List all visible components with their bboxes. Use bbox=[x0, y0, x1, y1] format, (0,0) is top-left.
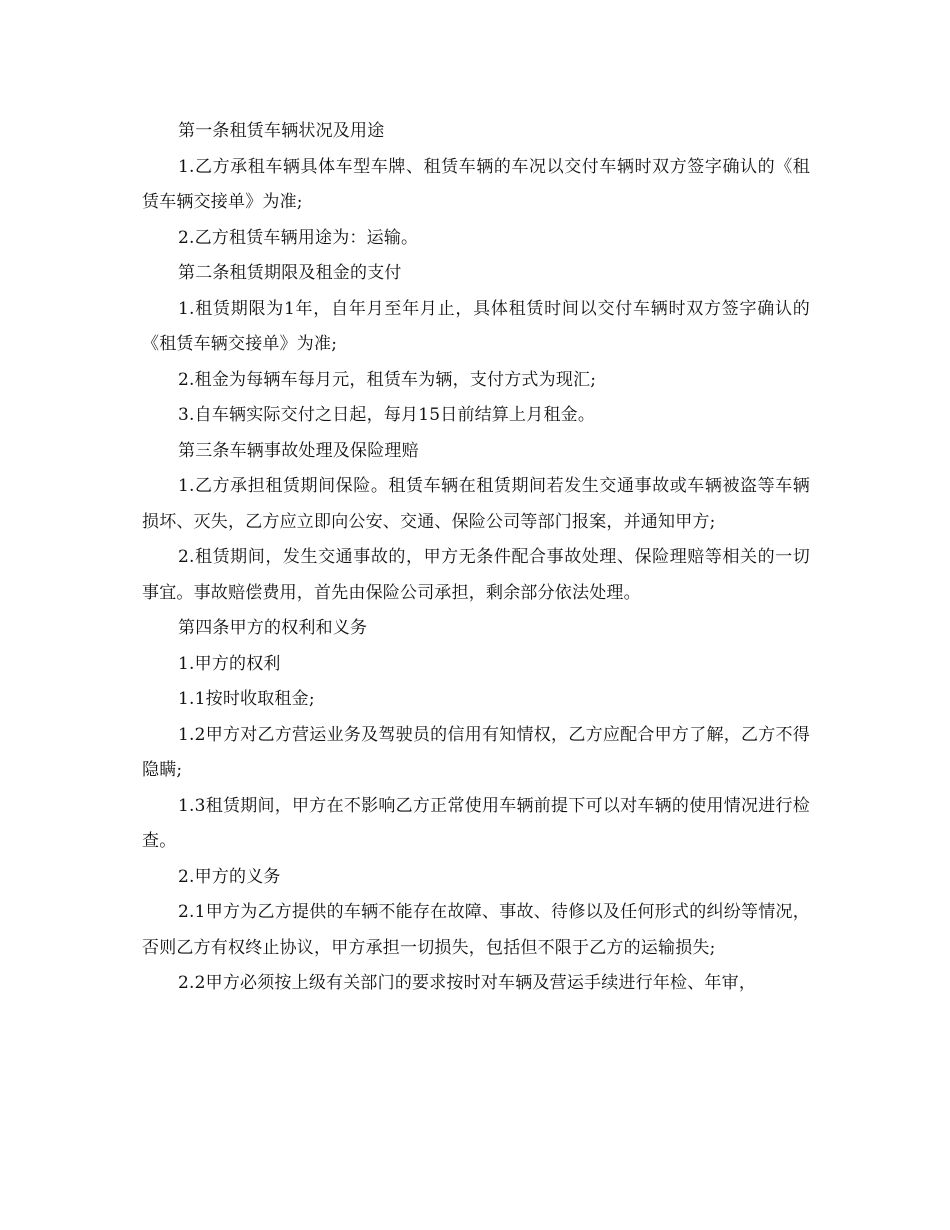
article-3-clause-1: 1.乙方承担租赁期间保险。租赁车辆在租赁期间若发生交通事故或车辆被盗等车辆损坏、灭失，乙方应立即向公安、交通、保险公司等部门报案，并通知甲方; bbox=[142, 476, 810, 532]
party-a-rights-item-1-3: 1.3租赁期间，甲方在不影响乙方正常使用车辆前提下可以对车辆的使用情况进行检查。 bbox=[142, 795, 810, 851]
party-a-rights-heading: 1.甲方的权利 bbox=[178, 653, 281, 674]
article-3-heading: 第三条车辆事故处理及保险理赔 bbox=[178, 440, 419, 461]
article-2-heading: 第二条租赁期限及租金的支付 bbox=[178, 263, 402, 283]
party-a-obligations-heading: 2.甲方的义务 bbox=[178, 866, 281, 887]
party-a-rights-item-1-1: 1.1按时收取租金; bbox=[178, 689, 315, 709]
article-2-clause-3: 3.自车辆实际交付之日起，每月15日前结算上月租金。 bbox=[178, 405, 596, 425]
article-1-heading: 第一条租赁车辆状况及用途 bbox=[178, 121, 385, 141]
article-1-clause-2: 2.乙方租赁车辆用途为：运输。 bbox=[178, 227, 419, 248]
document-page bbox=[142, 114, 810, 1002]
party-a-obligations-item-2-2: 2.2甲方必须按上级有关部门的要求按时对车辆及营运手续进行年检、年审， bbox=[178, 973, 757, 993]
article-1-clause-1: 1.乙方承租车辆具体车型车牌、租赁车辆的车况以交付车辆时双方签字确认的《租赁车辆交接单》为准; bbox=[142, 156, 810, 212]
article-2-clause-2: 2.租金为每辆车每月元，租赁车为辆，支付方式为现汇; bbox=[178, 369, 597, 390]
article-2-clause-1: 1.租赁期限为1年，自年月至年月止，具体租赁时间以交付车辆时双方签字确认的《租赁车辆交接单》为准; bbox=[142, 298, 810, 354]
article-3-clause-2: 2.租赁期间，发生交通事故的，甲方无条件配合事故处理、保险理赔等相关的一切事宜。事故赔偿费用，首先由保险公司承担，剩余部分依法处理。 bbox=[142, 547, 810, 603]
article-4-heading: 第四条甲方的权利和义务 bbox=[178, 618, 368, 638]
party-a-rights-item-1-2: 1.2甲方对乙方营运业务及驾驶员的信用有知情权，乙方应配合甲方了解，乙方不得隐瞒; bbox=[142, 724, 810, 780]
party-a-obligations-item-2-1: 2.1甲方为乙方提供的车辆不能存在故障、事故、待修以及任何形式的纠纷等情况，否则乙方有权终止协议，甲方承担一切损失，包括但不限于乙方的运输损失; bbox=[142, 902, 810, 958]
